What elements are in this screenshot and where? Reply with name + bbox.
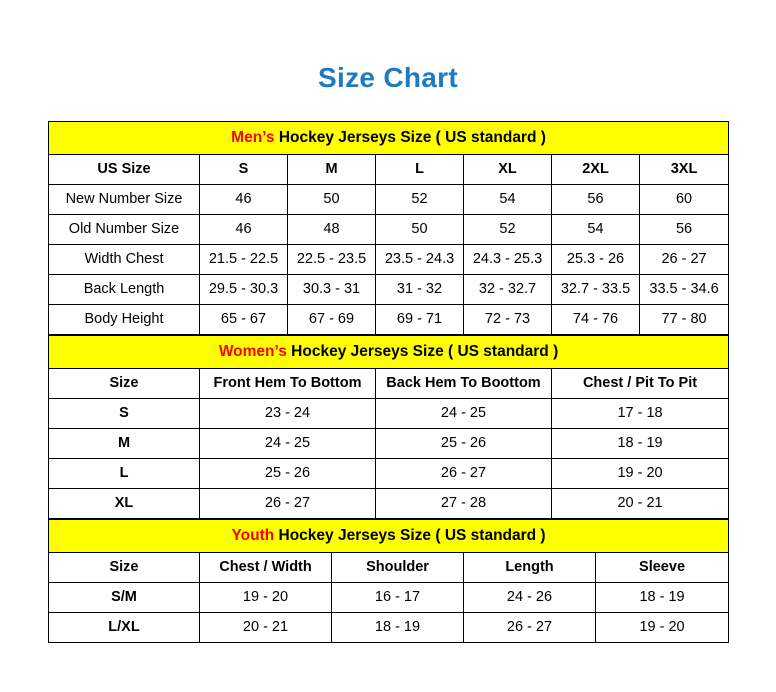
womens-banner-accent: Women’s — [218, 343, 287, 361]
youth-cell: 16 - 17 — [332, 583, 464, 613]
mens-banner-cell — [49, 122, 729, 155]
table-row — [49, 613, 729, 643]
youth-cell: 26 - 27 — [464, 613, 596, 643]
mens-cell: 46 — [200, 215, 288, 245]
mens-cell: 32.7 - 33.5 — [552, 275, 640, 305]
table-row — [49, 215, 729, 245]
mens-cell: 25.3 - 26 — [552, 245, 640, 275]
youth-header-cell: Size — [49, 553, 200, 583]
womens-header-cell: Chest / Pit To Pit — [552, 369, 729, 399]
youth-banner-cell — [49, 520, 729, 553]
mens-header-cell: S — [200, 155, 288, 185]
mens-cell: 29.5 - 30.3 — [200, 275, 288, 305]
mens-cell: 23.5 - 24.3 — [376, 245, 464, 275]
youth-cell: 18 - 19 — [332, 613, 464, 643]
womens-header-cell: Front Hem To Bottom — [200, 369, 376, 399]
womens-row-label: L — [49, 459, 200, 489]
youth-cell: 20 - 21 — [200, 613, 332, 643]
youth-cell: 24 - 26 — [464, 583, 596, 613]
table-row — [49, 489, 729, 519]
youth-cell: 18 - 19 — [596, 583, 729, 613]
mens-banner-row — [49, 122, 729, 155]
womens-cell: 25 - 26 — [376, 429, 552, 459]
womens-cell: 17 - 18 — [552, 399, 729, 429]
mens-cell: 69 - 71 — [376, 305, 464, 335]
mens-header-cell: US Size — [49, 155, 200, 185]
womens-row-label: XL — [49, 489, 200, 519]
youth-header-cell: Sleeve — [596, 553, 729, 583]
mens-cell: 24.3 - 25.3 — [464, 245, 552, 275]
mens-cell: 50 — [376, 215, 464, 245]
table-row — [49, 245, 729, 275]
mens-header-cell: M — [288, 155, 376, 185]
mens-cell: 30.3 - 31 — [288, 275, 376, 305]
mens-header-cell: XL — [464, 155, 552, 185]
youth-header-cell: Shoulder — [332, 553, 464, 583]
youth-cell: 19 - 20 — [200, 583, 332, 613]
mens-cell: 56 — [552, 185, 640, 215]
womens-cell: 20 - 21 — [552, 489, 729, 519]
womens-header-row — [49, 369, 729, 399]
page-title: Size Chart — [318, 62, 458, 93]
youth-row-label: S/M — [49, 583, 200, 613]
mens-cell: 77 - 80 — [640, 305, 729, 335]
table-row — [49, 275, 729, 305]
mens-cell: 67 - 69 — [288, 305, 376, 335]
mens-header-cell: 3XL — [640, 155, 729, 185]
table-row — [49, 583, 729, 613]
mens-cell: 56 — [640, 215, 729, 245]
mens-cell: 54 — [552, 215, 640, 245]
mens-cell: 21.5 - 22.5 — [200, 245, 288, 275]
womens-banner-cell — [49, 336, 729, 369]
mens-cell: 65 - 67 — [200, 305, 288, 335]
mens-row-label: Width Chest — [49, 245, 200, 275]
youth-size-table — [48, 519, 729, 643]
womens-header-cell: Back Hem To Boottom — [376, 369, 552, 399]
youth-cell: 19 - 20 — [596, 613, 729, 643]
mens-banner-rest: Hockey Jerseys Size ( US standard ) — [274, 129, 546, 147]
table-row — [49, 459, 729, 489]
table-row — [49, 185, 729, 215]
womens-header-cell: Size — [49, 369, 200, 399]
womens-cell: 26 - 27 — [200, 489, 376, 519]
mens-cell: 48 — [288, 215, 376, 245]
mens-cell: 31 - 32 — [376, 275, 464, 305]
mens-cell: 52 — [464, 215, 552, 245]
youth-row-label: L/XL — [49, 613, 200, 643]
mens-size-table — [48, 121, 729, 335]
mens-cell: 26 - 27 — [640, 245, 729, 275]
womens-cell: 26 - 27 — [376, 459, 552, 489]
mens-cell: 46 — [200, 185, 288, 215]
mens-header-cell: L — [376, 155, 464, 185]
youth-header-cell: Chest / Width — [200, 553, 332, 583]
mens-row-label: Body Height — [49, 305, 200, 335]
womens-cell: 27 - 28 — [376, 489, 552, 519]
mens-row-label: New Number Size — [49, 185, 200, 215]
table-row — [49, 429, 729, 459]
table-row — [49, 305, 729, 335]
youth-banner-accent: Youth — [231, 527, 275, 545]
womens-cell: 25 - 26 — [200, 459, 376, 489]
mens-cell: 52 — [376, 185, 464, 215]
mens-banner-accent: Men’s — [231, 129, 275, 147]
mens-cell: 60 — [640, 185, 729, 215]
mens-header-cell: 2XL — [552, 155, 640, 185]
womens-size-table — [48, 335, 729, 519]
youth-banner-rest: Hockey Jerseys Size ( US standard ) — [274, 527, 546, 545]
womens-cell: 23 - 24 — [200, 399, 376, 429]
womens-cell: 18 - 19 — [552, 429, 729, 459]
youth-header-cell: Length — [464, 553, 596, 583]
mens-cell: 22.5 - 23.5 — [288, 245, 376, 275]
womens-row-label: M — [49, 429, 200, 459]
mens-row-label: Back Length — [49, 275, 200, 305]
mens-cell: 50 — [288, 185, 376, 215]
womens-banner-rest: Hockey Jerseys Size ( US standard ) — [286, 343, 559, 361]
table-row — [49, 399, 729, 429]
mens-cell: 74 - 76 — [552, 305, 640, 335]
mens-cell: 54 — [464, 185, 552, 215]
youth-header-row — [49, 553, 729, 583]
womens-cell: 24 - 25 — [200, 429, 376, 459]
mens-row-label: Old Number Size — [49, 215, 200, 245]
mens-header-row — [49, 155, 729, 185]
youth-banner-row — [49, 520, 729, 553]
womens-banner-row — [49, 336, 729, 369]
womens-row-label: S — [49, 399, 200, 429]
mens-cell: 33.5 - 34.6 — [640, 275, 729, 305]
womens-cell: 24 - 25 — [376, 399, 552, 429]
tables-container — [48, 94, 728, 643]
mens-cell: 32 - 32.7 — [464, 275, 552, 305]
mens-cell: 72 - 73 — [464, 305, 552, 335]
womens-cell: 19 - 20 — [552, 459, 729, 489]
